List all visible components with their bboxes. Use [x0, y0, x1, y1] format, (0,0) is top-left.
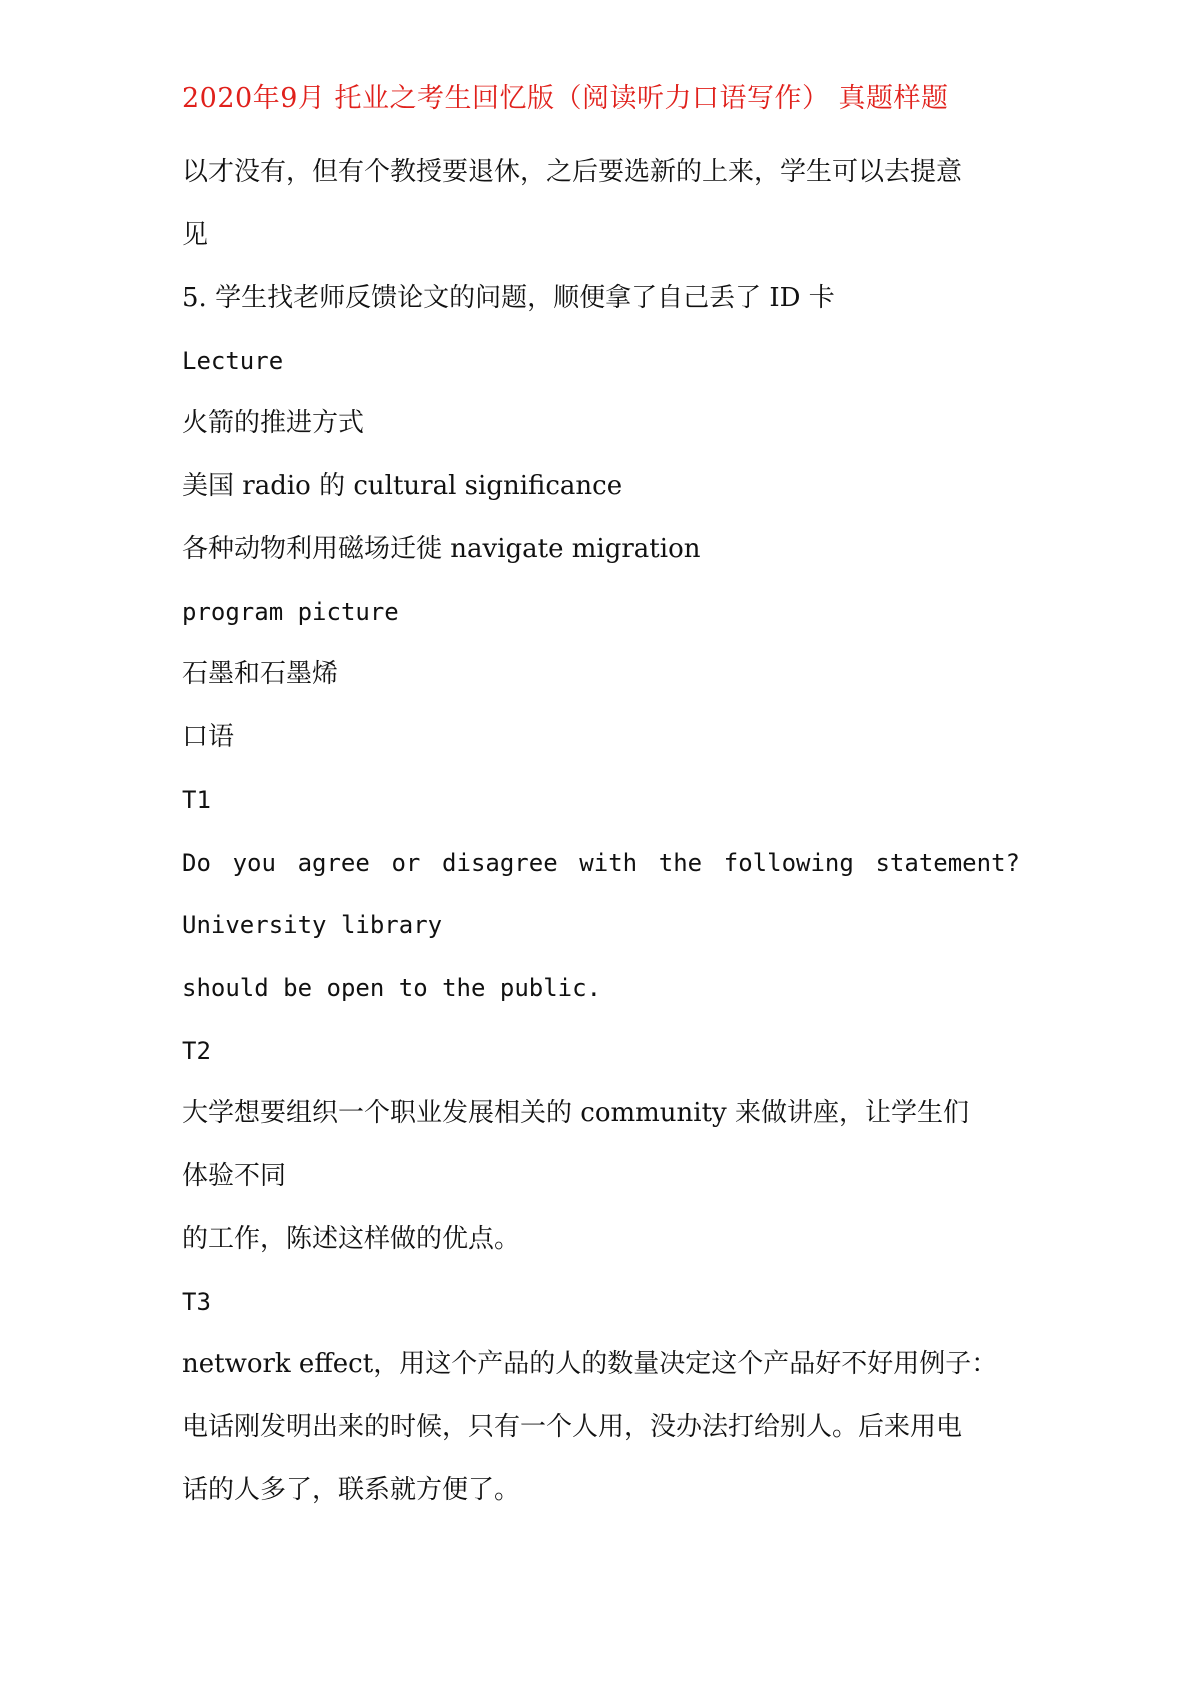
lecture-item: 各种动物利用磁场迁徙 navigate migration: [182, 534, 701, 564]
speaking-heading: 口语: [182, 722, 235, 752]
task-label-t2: T2: [182, 1037, 211, 1065]
t1-word: the: [658, 849, 703, 877]
text-line: 电话刚发明出来的时候，只有一个人用，没办法打给别人。后来用电: [182, 1412, 963, 1442]
text-line: 5. 学生找老师反馈论文的问题，顺便拿了自己丢了 ID 卡: [182, 283, 835, 313]
t1-word: with: [579, 849, 638, 877]
t1-word: you: [232, 849, 276, 877]
t1-question-line: [182, 846, 1020, 880]
text-line: 体验不同: [182, 1161, 287, 1191]
text-line: 大学想要组织一个职业发展相关的 community 来做讲座，让学生们: [182, 1098, 969, 1128]
text-line: 的工作，陈述这样做的优点。: [182, 1224, 521, 1254]
text-line: 话的人多了，联系就方便了。: [182, 1475, 521, 1505]
t1-word: statement?: [875, 849, 1020, 877]
t1-word: Do: [182, 849, 211, 877]
lecture-heading: Lecture: [182, 347, 284, 375]
lecture-item: program picture: [182, 598, 399, 626]
task-label-t3: T3: [182, 1288, 211, 1316]
task-label-t1: T1: [182, 786, 211, 814]
t1-word: following: [723, 849, 854, 877]
text-line: network effect，用这个产品的人的数量决定这个产品好不好用例子：: [182, 1349, 998, 1379]
page-title: 2020年9月 托业之考生回忆版（阅读听力口语写作） 真题样题: [182, 83, 949, 114]
text-line: 见: [182, 220, 209, 250]
t1-word: disagree: [442, 849, 558, 877]
text-line: University library: [182, 911, 443, 939]
text-line: should be open to the public.: [182, 974, 602, 1002]
lecture-item: 石墨和石墨烯: [182, 659, 339, 689]
lecture-item: 火箭的推进方式: [182, 408, 365, 438]
lecture-item: 美国 radio 的 cultural significance: [182, 471, 623, 501]
text-line: 以才没有，但有个教授要退休，之后要选新的上来，学生可以去提意: [182, 157, 963, 187]
t1-word: agree: [297, 849, 370, 877]
t1-word: or: [391, 849, 421, 877]
